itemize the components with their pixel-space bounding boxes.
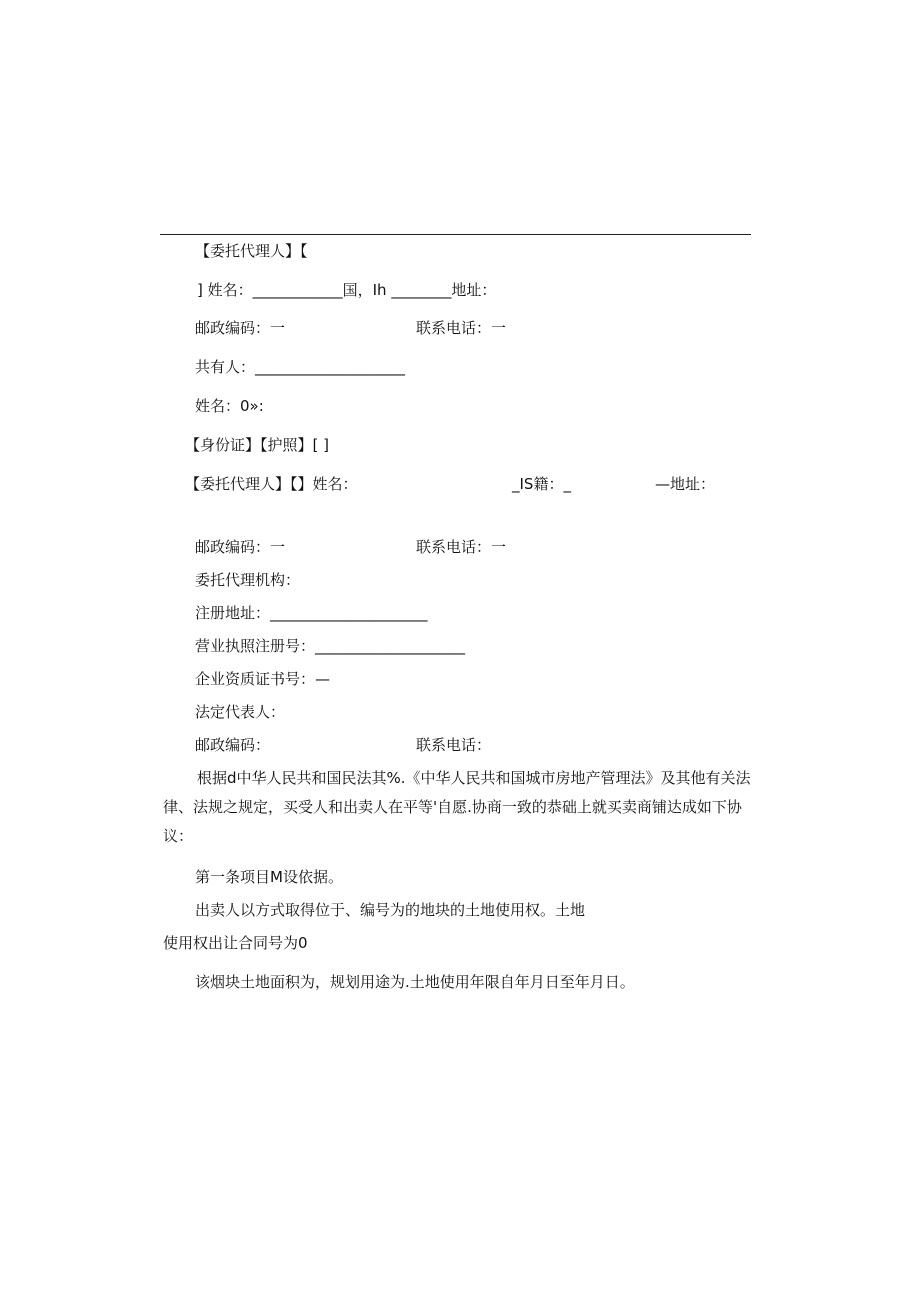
registered-address-line: 注册地址：_____________________ <box>195 604 428 622</box>
second-agent-name-label: 【委托代理人】【】姓名： <box>185 475 358 493</box>
agent-heading: 【委托代理人】【 <box>195 242 308 260</box>
business-license-line: 营业执照注册号：____________________ <box>195 637 466 655</box>
name-nationality-address-line: ] 姓名：____________国，Ih ________地址： <box>197 281 497 299</box>
qualification-cert-line: 企业资质证书号：— <box>195 670 331 688</box>
postal-code-label-3: 邮政编码： <box>195 736 271 754</box>
agency-label: 委托代理机构： <box>195 571 301 589</box>
land-right-line: 出卖人以方式取得位于、编号为的地块的土地使用权。土地 <box>195 901 586 919</box>
land-area-line: 该烟块土地面积为，规划用途为.土地使用年限自年月日至年月日。 <box>195 973 635 991</box>
phone-label-2: 联系电话：一 <box>416 538 507 556</box>
legal-representative-label: 法定代表人： <box>195 703 286 721</box>
id-type-line: 【身份证】【护照】[ ] <box>185 436 329 454</box>
preamble-paragraph: 根据d中华人民共和国民法其%.《中华人民共和国城市房地产管理法》及其他有关法律、法规之规定，买受人和出卖人在平等'自愿.协商一致的恭础上就买卖商铺达成如下协议： <box>163 769 751 845</box>
postal-code-label: 邮政编码：一 <box>195 319 286 337</box>
phone-label-3: 联系电话： <box>416 736 492 754</box>
co-owner-name-line: 姓名：0»: <box>195 397 264 415</box>
phone-label: 联系电话：一 <box>416 319 507 337</box>
header-divider <box>160 234 751 235</box>
transfer-contract-line: 使用权出让合同号为0 <box>163 934 308 952</box>
second-agent-address-label: —地址： <box>655 475 716 493</box>
co-owner-line: 共有人：____________________ <box>195 358 406 376</box>
postal-code-label-2: 邮政编码：一 <box>195 538 286 556</box>
second-agent-nationality-label: _IS籍：_ <box>512 475 571 493</box>
article-one-heading: 第一条项目M设依据。 <box>195 868 343 886</box>
